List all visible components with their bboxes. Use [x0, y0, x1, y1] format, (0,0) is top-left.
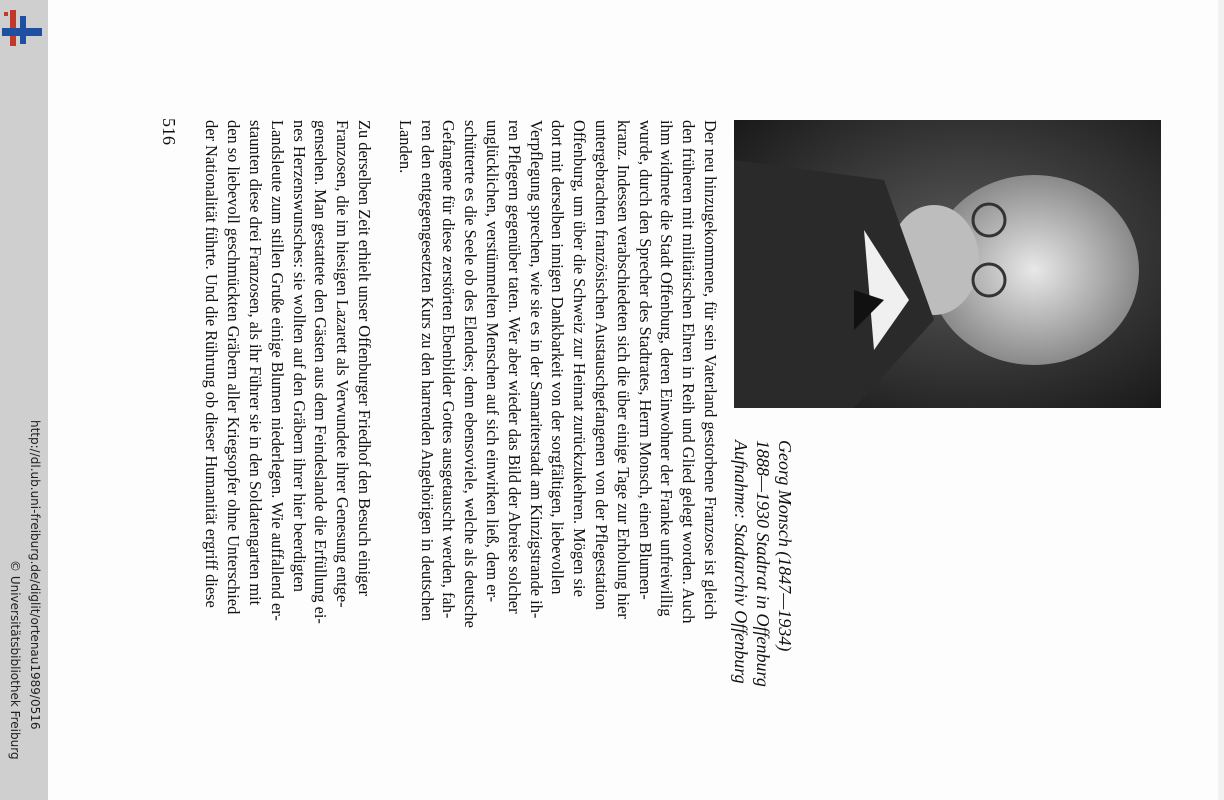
- text-line: untergebrachten französischen Austauschgefangenen von der Pflegestation: [592, 120, 612, 610]
- paragraph-2: [201, 120, 375, 624]
- text-line: Der neu hinzugekommene, für sein Vaterland gestorbene Franzose ist gleich: [701, 120, 720, 620]
- text-line: ihm widmete die Stadt Offenburg, deren Einwohner der Franke unfreiwillig: [657, 120, 677, 617]
- text-line: Franzosen, die im hiesigen Lazarett als Verwundete ihrer Genesung entge-: [333, 120, 353, 608]
- page-number: 516: [159, 118, 179, 145]
- text-line: staunten diese drei Franzosen, als ihr Führer sie in den Soldatengarten mit: [246, 120, 266, 606]
- text-line: gensehen. Man gestattete den Gästen aus dem Feindeslande die Erfüllung ei-: [311, 120, 331, 624]
- text-line: Verpflegung sprechen, wie sie es in der Samariterstadt am Kinzigstrande ih-: [526, 120, 546, 619]
- source-url[interactable]: http://dl.ub.uni-freiburg.de/diglit/ortenau1989/0516: [28, 420, 42, 730]
- text-line: nes Herzenswunsches: sie wollten auf den Gräbern ihrer hier beerdigten: [289, 120, 309, 592]
- text-line: schütterte es die Seele ob des Elendes; denn ebensoviele, welche als deutsche: [461, 120, 481, 628]
- text-line: den früheren mit militärischen Ehren in Reih und Glied gelegt worden. Auch: [679, 120, 699, 624]
- viewer-sidebar: [0, 0, 48, 800]
- text-line: Gefangene für diese zerstörten Ebenbilder Gottes ausgetauscht werden, fah-: [439, 120, 459, 619]
- text-line: ren den entgegengesetzten Kurs zu den harrenden Angehörigen in deutschen: [417, 120, 437, 622]
- text-line: Landen.: [395, 120, 415, 174]
- photo-caption: [730, 440, 796, 740]
- text-line: dort mit derselben innigen Dankbarkeit von der sorgfältigen, liebevollen: [548, 120, 568, 595]
- library-logo-icon: [2, 8, 42, 48]
- text-line: Offenburg, um über die Schweiz zur Heimat zurückzukehren. Mögen sie: [570, 120, 590, 597]
- portrait-photo: [734, 120, 1161, 408]
- copyright-notice: © Universitätsbibliothek Freiburg: [8, 560, 22, 760]
- paragraph-1: [394, 120, 721, 628]
- text-line: ren Pflegern gegenüber taten. Wer aber wieder das Bild der Abreise solcher: [504, 120, 524, 614]
- text-line: kranz. Indessen verabschiedeten sich die über einige Tage zur Erholung hier: [613, 120, 633, 619]
- text-line: der Nationalität führte. Und die Rührung ob dieser Humanität ergriff diese: [202, 120, 222, 608]
- text-line: Zu derselben Zeit erhielt unser Offenburger Friedhof den Besuch einiger: [355, 120, 374, 596]
- caption-line-1: Georg Monsch (1847—1934): [775, 440, 795, 652]
- text-line: wurde, durch den Sprecher des Stadtrates, Herrn Monsch, einen Blumen-: [635, 120, 655, 600]
- caption-line-3: Aufnahme: Stadtarchiv Offenburg: [731, 440, 751, 684]
- text-line: unglücklichen, verstümmelten Menschen auf sich einwirken ließ, dem er-: [483, 120, 503, 603]
- text-line: Landsleute zum stillen Gruße einige Blumen niederlegen. Wie auffallend er-: [267, 120, 287, 621]
- caption-line-2: 1888—1930 Stadtrat in Offenburg: [753, 440, 773, 687]
- text-line: den so liebevoll geschmückten Gräbern aller Kriegsopfer ohne Unterschied: [224, 120, 244, 615]
- scanned-page: [48, 0, 1218, 800]
- page-right-edge: [1217, 0, 1224, 800]
